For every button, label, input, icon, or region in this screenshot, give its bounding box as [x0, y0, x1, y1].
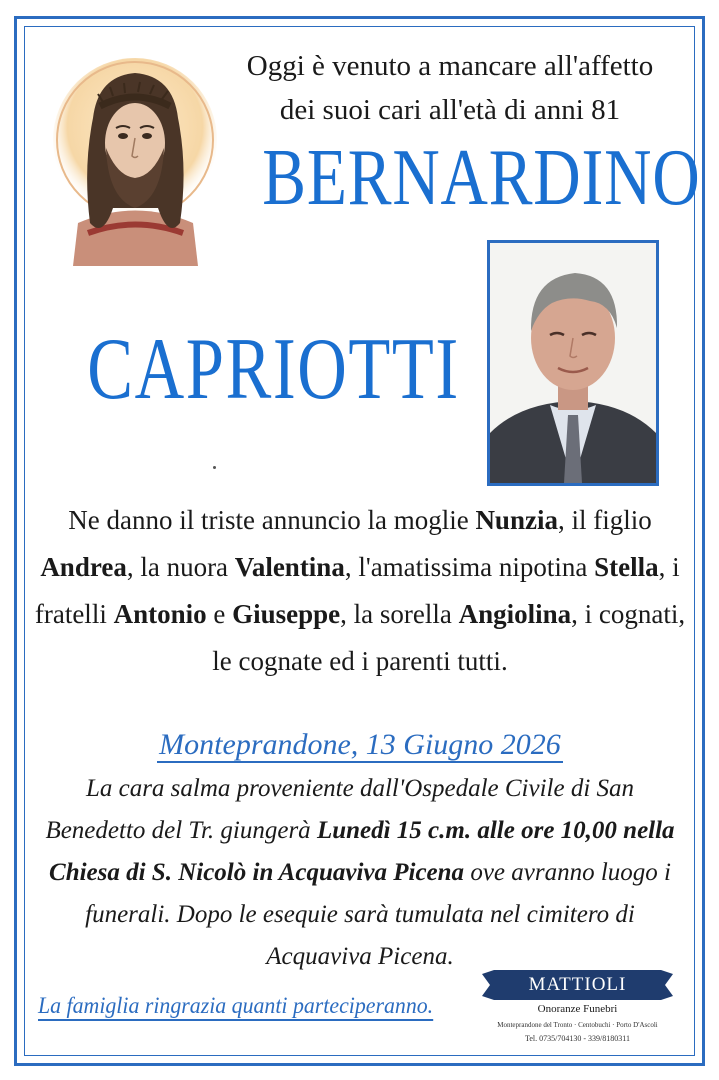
place-and-date — [60, 725, 660, 765]
logo-subtitle: Onoranze Funebri — [537, 1003, 618, 1015]
name-brother-2: Giuseppe — [232, 599, 341, 629]
name-granddaughter: Stella — [594, 552, 659, 582]
announcement-part: , i cognati, le cognate ed i parenti tutti. — [212, 599, 686, 676]
announcement-part: , l'amatissima nipotina — [344, 552, 595, 582]
name-wife: Nunzia — [475, 505, 558, 535]
logo-name: MATTIOLI — [528, 974, 627, 995]
funeral-part: La cara salma proveniente dall'Ospedale Civile di San Benedetto del Tr. giungerà — [45, 775, 635, 844]
funeral-home-logo — [470, 970, 685, 1050]
intro-text — [210, 44, 690, 132]
name-son: Andrea — [40, 552, 127, 582]
deceased-first-name: BERNARDINO — [262, 134, 701, 222]
name-sister: Angiolina — [458, 599, 572, 629]
announcement-part: Ne danno il triste annuncio la moglie — [68, 505, 476, 535]
announcement-part: e — [206, 599, 233, 629]
name-daughter-in-law: Valentina — [234, 552, 345, 582]
deceased-portrait-photo — [487, 240, 659, 486]
announcement-text — [30, 497, 690, 685]
funeral-time-place: Lunedì 15 c.m. alle ore 10,00 nella Chiesa di S. Nicolò in Acquaviva Picena — [49, 817, 675, 886]
announcement-part: , la sorella — [340, 599, 459, 629]
funeral-details — [40, 768, 680, 978]
announcement-part: , il figlio — [557, 505, 652, 535]
intro-line-2: dei suoi cari all'età di anni 81 — [279, 94, 621, 126]
portrait-illustration — [490, 243, 656, 483]
family-thanks — [38, 990, 433, 1022]
intro-line-1: Oggi è venuto a mancare all'affetto — [246, 50, 654, 82]
decorative-dot — [213, 466, 216, 469]
deceased-last-name: CAPRIOTTI — [87, 321, 460, 418]
jesus-crown-of-thorns-icon — [48, 48, 223, 268]
announcement-part: , la nuora — [126, 552, 235, 582]
thanks-text: La famiglia ringrazia quanti parteciperanno. — [38, 993, 433, 1021]
place-date-text: Monteprandone, 13 Giugno 2026 — [159, 728, 561, 761]
name-brother-1: Antonio — [113, 599, 207, 629]
logo-locations: Monteprandone del Tronto · Centobuchi · Porto D'Ascoli — [497, 1021, 658, 1029]
logo-phone: Tel. 0735/704130 - 339/8180311 — [525, 1034, 630, 1043]
announcement-part: , i fratelli — [34, 552, 680, 629]
funeral-part: ove avranno luogo i funerali. Dopo le esequie sarà tumulata nel cimitero di Acquaviva Picena. — [85, 859, 671, 970]
